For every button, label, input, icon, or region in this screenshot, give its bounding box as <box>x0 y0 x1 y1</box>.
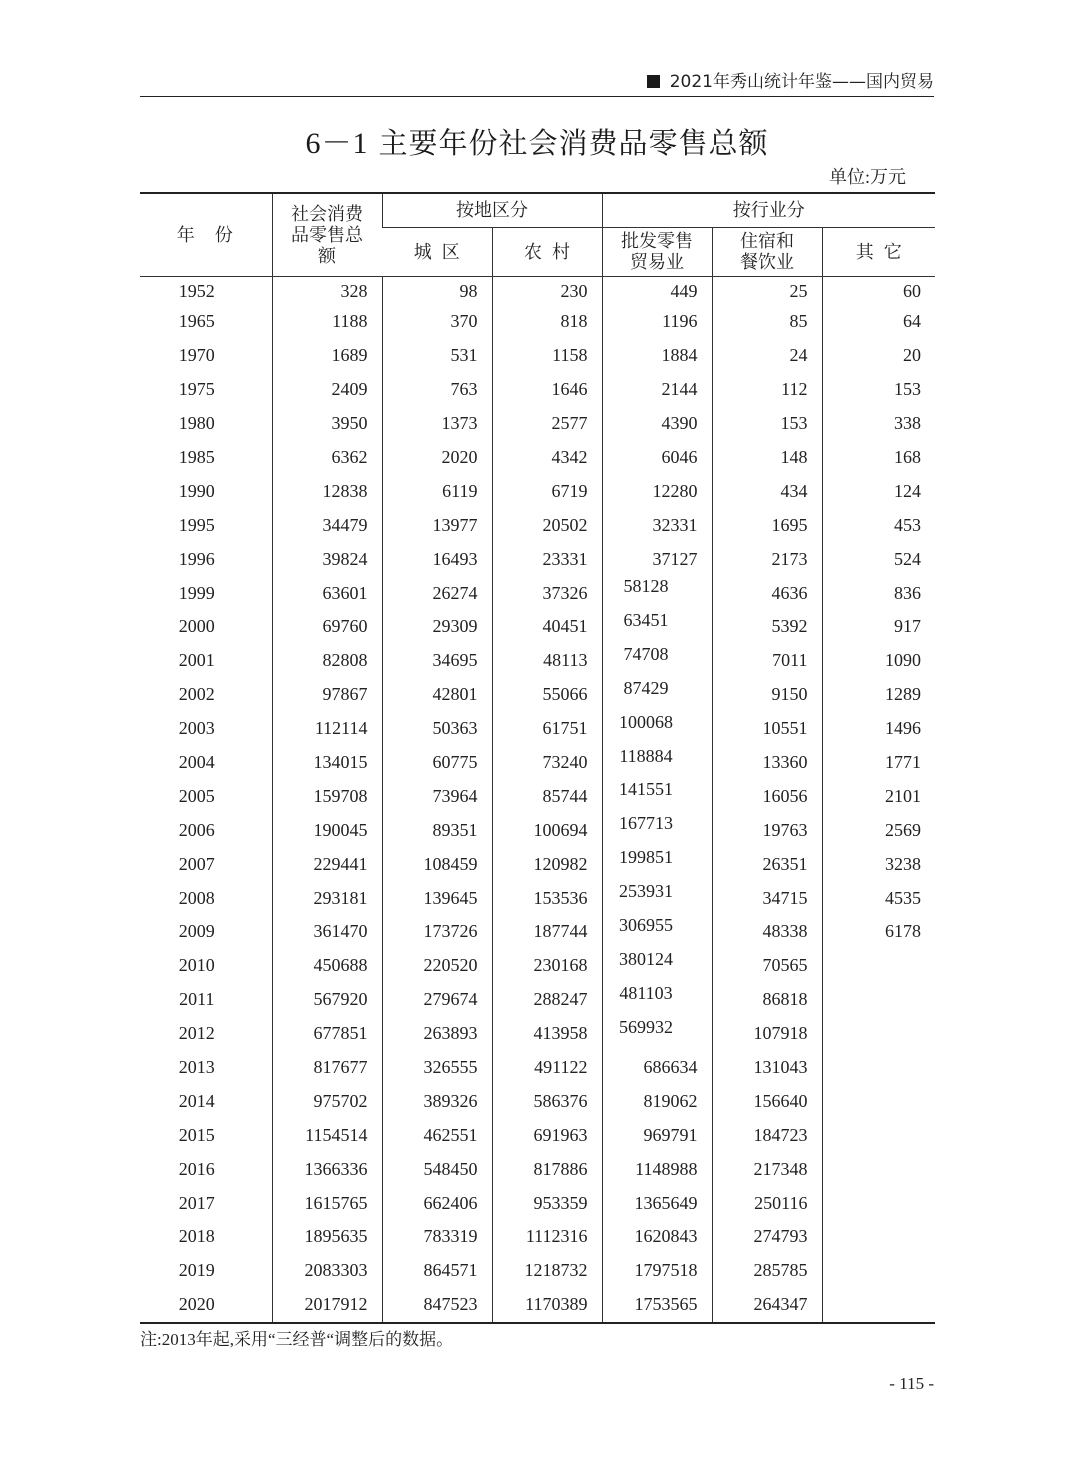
table-row <box>140 277 935 306</box>
cell-total: 1895635 <box>272 1220 382 1254</box>
table-row <box>140 847 935 881</box>
cell-urban: 548450 <box>382 1152 492 1186</box>
table-row <box>140 407 935 441</box>
header-hotel-catering-text: 住宿和餐饮业 <box>740 231 794 272</box>
cell-wholesale-retail: 1196 <box>602 305 712 339</box>
cell-year: 2019 <box>178 1260 215 1281</box>
cell-hotel-catering: 217348 <box>712 1152 822 1186</box>
cell-hotel-catering: 2173 <box>712 542 822 576</box>
table-row <box>140 474 935 508</box>
cell-year: 2020 <box>178 1294 215 1315</box>
cell-other: 1771 <box>822 746 935 780</box>
cell-other: 917 <box>822 610 935 644</box>
cell-year: 1990 <box>178 480 215 501</box>
cell-urban: 389326 <box>382 1084 492 1118</box>
cell-urban: 173726 <box>382 915 492 949</box>
cell-urban: 847523 <box>382 1288 492 1323</box>
cell-hotel-catering: 19763 <box>712 813 822 847</box>
cell-other: 524 <box>822 542 935 576</box>
cell-other <box>822 1017 935 1051</box>
table-row <box>140 644 935 678</box>
cell-urban: 279674 <box>382 983 492 1017</box>
cell-rural: 40451 <box>492 610 602 644</box>
cell-rural: 48113 <box>492 644 602 678</box>
cell-rural: 120982 <box>492 847 602 881</box>
cell-rural: 288247 <box>492 983 602 1017</box>
cell-year: 2002 <box>178 684 215 705</box>
cell-hotel-catering: 85 <box>712 305 822 339</box>
cell-wholesale-retail: 167713 <box>602 813 712 847</box>
cell-year: 2010 <box>178 955 215 976</box>
cell-year: 2000 <box>178 616 215 637</box>
cell-urban: 220520 <box>382 949 492 983</box>
cell-year: 1995 <box>178 514 215 535</box>
header-by-industry: 按行业分 <box>602 193 935 228</box>
cell-wholesale-retail: 141551 <box>602 779 712 813</box>
cell-urban: 50363 <box>382 712 492 746</box>
cell-rural: 586376 <box>492 1084 602 1118</box>
cell-rural: 1158 <box>492 339 602 373</box>
cell-wholesale-retail: 686634 <box>602 1051 712 1085</box>
table-row <box>140 746 935 780</box>
cell-other: 60 <box>822 277 935 306</box>
cell-urban: 864571 <box>382 1254 492 1288</box>
cell-urban: 139645 <box>382 881 492 915</box>
cell-rural: 100694 <box>492 813 602 847</box>
table-row <box>140 813 935 847</box>
cell-urban: 73964 <box>382 779 492 813</box>
cell-wholesale-retail: 87429 <box>602 678 712 712</box>
cell-rural: 1112316 <box>492 1220 602 1254</box>
cell-total: 190045 <box>272 813 382 847</box>
cell-other: 153 <box>822 373 935 407</box>
cell-year: 2014 <box>178 1090 215 1111</box>
table-row <box>140 305 935 339</box>
cell-hotel-catering: 264347 <box>712 1288 822 1323</box>
cell-wholesale-retail: 6046 <box>602 441 712 475</box>
cell-year: 2001 <box>178 650 215 671</box>
table-row <box>140 508 935 542</box>
cell-other: 2569 <box>822 813 935 847</box>
cell-other <box>822 1084 935 1118</box>
cell-hotel-catering: 13360 <box>712 746 822 780</box>
cell-urban: 16493 <box>382 542 492 576</box>
cell-total: 567920 <box>272 983 382 1017</box>
cell-hotel-catering: 148 <box>712 441 822 475</box>
cell-total: 975702 <box>272 1084 382 1118</box>
cell-other: 20 <box>822 339 935 373</box>
cell-year: 2008 <box>178 887 215 908</box>
cell-year: 2013 <box>178 1057 215 1078</box>
cell-other: 2101 <box>822 779 935 813</box>
cell-rural: 817886 <box>492 1152 602 1186</box>
cell-total: 1615765 <box>272 1186 382 1220</box>
cell-hotel-catering: 9150 <box>712 678 822 712</box>
cell-other <box>822 1288 935 1323</box>
cell-wholesale-retail: 1753565 <box>602 1288 712 1323</box>
cell-hotel-catering: 24 <box>712 339 822 373</box>
cell-year: 1996 <box>178 548 215 569</box>
cell-wholesale-retail: 1148988 <box>602 1152 712 1186</box>
cell-rural: 1218732 <box>492 1254 602 1288</box>
cell-year: 2006 <box>178 819 215 840</box>
cell-total: 2083303 <box>272 1254 382 1288</box>
cell-wholesale-retail: 449 <box>602 277 712 306</box>
cell-year: 2017 <box>178 1192 215 1213</box>
cell-rural: 4342 <box>492 441 602 475</box>
cell-year: 1975 <box>178 379 215 400</box>
cell-wholesale-retail: 32331 <box>602 508 712 542</box>
cell-wholesale-retail: 481103 <box>602 983 712 1017</box>
cell-wholesale-retail: 12280 <box>602 474 712 508</box>
cell-total: 1188 <box>272 305 382 339</box>
cell-other: 124 <box>822 474 935 508</box>
header-hotel-catering <box>712 228 822 277</box>
cell-rural: 61751 <box>492 712 602 746</box>
header-urban: 城区 <box>382 228 492 277</box>
table-row <box>140 881 935 915</box>
cell-urban: 1373 <box>382 407 492 441</box>
cell-other: 1289 <box>822 678 935 712</box>
cell-other: 6178 <box>822 915 935 949</box>
cell-rural: 73240 <box>492 746 602 780</box>
cell-other: 836 <box>822 576 935 610</box>
cell-hotel-catering: 16056 <box>712 779 822 813</box>
cell-wholesale-retail: 1365649 <box>602 1186 712 1220</box>
cell-hotel-catering: 25 <box>712 277 822 306</box>
cell-hotel-catering: 131043 <box>712 1051 822 1085</box>
cell-year: 1970 <box>178 345 215 366</box>
cell-total: 2409 <box>272 373 382 407</box>
table-row <box>140 1051 935 1085</box>
table-row <box>140 678 935 712</box>
table-row <box>140 1152 935 1186</box>
cell-rural: 20502 <box>492 508 602 542</box>
cell-urban: 108459 <box>382 847 492 881</box>
table-row <box>140 441 935 475</box>
cell-other: 338 <box>822 407 935 441</box>
table-row <box>140 915 935 949</box>
cell-hotel-catering: 70565 <box>712 949 822 983</box>
header-other: 其它 <box>822 228 935 277</box>
cell-hotel-catering: 7011 <box>712 644 822 678</box>
cell-total: 39824 <box>272 542 382 576</box>
cell-wholesale-retail: 37127 <box>602 542 712 576</box>
cell-rural: 230168 <box>492 949 602 983</box>
cell-urban: 34695 <box>382 644 492 678</box>
cell-other: 453 <box>822 508 935 542</box>
table-row <box>140 949 935 983</box>
cell-hotel-catering: 4636 <box>712 576 822 610</box>
cell-urban: 13977 <box>382 508 492 542</box>
table-body <box>140 277 935 1323</box>
cell-hotel-catering: 434 <box>712 474 822 508</box>
table-row <box>140 983 935 1017</box>
cell-total: 229441 <box>272 847 382 881</box>
table-row <box>140 779 935 813</box>
cell-total: 134015 <box>272 746 382 780</box>
cell-wholesale-retail: 2144 <box>602 373 712 407</box>
cell-total: 328 <box>272 277 382 306</box>
table-number: 6－1 <box>305 127 369 160</box>
header-year: 年份 <box>140 193 272 277</box>
cell-wholesale-retail: 58128 <box>602 576 712 610</box>
cell-hotel-catering: 1695 <box>712 508 822 542</box>
cell-other: 1090 <box>822 644 935 678</box>
cell-wholesale-retail: 4390 <box>602 407 712 441</box>
cell-year: 2016 <box>178 1158 215 1179</box>
table-row <box>140 610 935 644</box>
table-row <box>140 1254 935 1288</box>
cell-year: 2005 <box>178 785 215 806</box>
table-row <box>140 712 935 746</box>
cell-wholesale-retail: 118884 <box>602 746 712 780</box>
cell-total: 1689 <box>272 339 382 373</box>
cell-rural: 1646 <box>492 373 602 407</box>
cell-total: 2017912 <box>272 1288 382 1323</box>
cell-rural: 2577 <box>492 407 602 441</box>
table-title <box>0 118 1074 162</box>
cell-urban: 89351 <box>382 813 492 847</box>
cell-total: 677851 <box>272 1017 382 1051</box>
cell-urban: 2020 <box>382 441 492 475</box>
table-row <box>140 373 935 407</box>
cell-urban: 42801 <box>382 678 492 712</box>
cell-hotel-catering: 112 <box>712 373 822 407</box>
cell-year: 2009 <box>178 921 215 942</box>
cell-wholesale-retail: 100068 <box>602 712 712 746</box>
table-row <box>140 339 935 373</box>
cell-total: 6362 <box>272 441 382 475</box>
cell-wholesale-retail: 819062 <box>602 1084 712 1118</box>
cell-urban: 326555 <box>382 1051 492 1085</box>
cell-total: 159708 <box>272 779 382 813</box>
cell-year: 2012 <box>178 1023 215 1044</box>
cell-total: 361470 <box>272 915 382 949</box>
cell-other <box>822 1220 935 1254</box>
table-title-text: 主要年份社会消费品零售总额 <box>378 126 769 160</box>
cell-hotel-catering: 156640 <box>712 1084 822 1118</box>
cell-rural: 37326 <box>492 576 602 610</box>
cell-total: 293181 <box>272 881 382 915</box>
cell-other <box>822 1152 935 1186</box>
cell-total: 69760 <box>272 610 382 644</box>
cell-year: 1965 <box>178 311 215 332</box>
cell-wholesale-retail: 253931 <box>602 881 712 915</box>
cell-other: 1496 <box>822 712 935 746</box>
cell-rural: 953359 <box>492 1186 602 1220</box>
cell-wholesale-retail: 199851 <box>602 847 712 881</box>
cell-total: 817677 <box>272 1051 382 1085</box>
cell-total: 3950 <box>272 407 382 441</box>
cell-rural: 491122 <box>492 1051 602 1085</box>
cell-rural: 818 <box>492 305 602 339</box>
header-by-region: 按地区分 <box>382 193 602 228</box>
cell-wholesale-retail: 1884 <box>602 339 712 373</box>
cell-year: 1952 <box>178 280 215 301</box>
cell-urban: 370 <box>382 305 492 339</box>
cell-year: 1980 <box>178 413 215 434</box>
cell-rural: 153536 <box>492 881 602 915</box>
footnote: 注:2013年起,采用“三经普“调整后的数据。 <box>140 1330 454 1349</box>
running-header-text: 2021年秀山统计年鉴——国内贸易 <box>669 72 934 92</box>
cell-other <box>822 1186 935 1220</box>
cell-year: 2015 <box>178 1124 215 1145</box>
cell-total: 34479 <box>272 508 382 542</box>
cell-hotel-catering: 107918 <box>712 1017 822 1051</box>
cell-rural: 6719 <box>492 474 602 508</box>
cell-hotel-catering: 86818 <box>712 983 822 1017</box>
cell-wholesale-retail: 306955 <box>602 915 712 949</box>
cell-urban: 763 <box>382 373 492 407</box>
cell-year: 2011 <box>179 989 215 1010</box>
cell-hotel-catering: 26351 <box>712 847 822 881</box>
table-row <box>140 542 935 576</box>
running-header <box>140 70 934 97</box>
table-row <box>140 1220 935 1254</box>
cell-total: 82808 <box>272 644 382 678</box>
cell-other <box>822 1118 935 1152</box>
cell-hotel-catering: 250116 <box>712 1186 822 1220</box>
cell-total: 12838 <box>272 474 382 508</box>
cell-total: 1366336 <box>272 1152 382 1186</box>
cell-hotel-catering: 5392 <box>712 610 822 644</box>
unit-label: 单位:万元 <box>828 167 906 187</box>
retail-sales-table <box>140 192 935 1324</box>
page-number: - 115 - <box>889 1374 934 1393</box>
cell-year: 1999 <box>178 582 215 603</box>
cell-rural: 23331 <box>492 542 602 576</box>
cell-wholesale-retail: 569932 <box>602 1017 712 1051</box>
cell-hotel-catering: 153 <box>712 407 822 441</box>
header-wholesale-retail-text: 批发零售贸易业 <box>621 231 693 272</box>
cell-urban: 29309 <box>382 610 492 644</box>
cell-other <box>822 1051 935 1085</box>
cell-hotel-catering: 274793 <box>712 1220 822 1254</box>
cell-rural: 413958 <box>492 1017 602 1051</box>
cell-year: 1985 <box>178 447 215 467</box>
cell-other <box>822 1254 935 1288</box>
cell-wholesale-retail: 1620843 <box>602 1220 712 1254</box>
cell-year: 2003 <box>178 718 215 739</box>
cell-other: 3238 <box>822 847 935 881</box>
cell-urban: 783319 <box>382 1220 492 1254</box>
cell-other <box>822 983 935 1017</box>
cell-urban: 263893 <box>382 1017 492 1051</box>
cell-rural: 55066 <box>492 678 602 712</box>
cell-hotel-catering: 184723 <box>712 1118 822 1152</box>
cell-year: 2007 <box>178 853 215 874</box>
table-row <box>140 1118 935 1152</box>
cell-total: 450688 <box>272 949 382 983</box>
cell-wholesale-retail: 1797518 <box>602 1254 712 1288</box>
header-wholesale-retail <box>602 228 712 277</box>
cell-total: 112114 <box>272 712 382 746</box>
cell-urban: 531 <box>382 339 492 373</box>
cell-hotel-catering: 10551 <box>712 712 822 746</box>
table-row <box>140 1017 935 1051</box>
cell-urban: 462551 <box>382 1118 492 1152</box>
cell-wholesale-retail: 969791 <box>602 1118 712 1152</box>
cell-total: 1154514 <box>272 1118 382 1152</box>
cell-other: 168 <box>822 441 935 475</box>
header-total-text: 社会消费品零售总额 <box>291 203 363 266</box>
cell-urban: 98 <box>382 277 492 306</box>
table-row <box>140 576 935 610</box>
header-rural: 农村 <box>492 228 602 277</box>
table-row <box>140 1084 935 1118</box>
cell-rural: 85744 <box>492 779 602 813</box>
cell-rural: 230 <box>492 277 602 306</box>
cell-wholesale-retail: 63451 <box>602 610 712 644</box>
cell-urban: 26274 <box>382 576 492 610</box>
cell-year: 2018 <box>178 1226 215 1247</box>
cell-other: 4535 <box>822 881 935 915</box>
cell-total: 63601 <box>272 576 382 610</box>
cell-hotel-catering: 34715 <box>712 881 822 915</box>
cell-urban: 6119 <box>382 474 492 508</box>
cell-other: 64 <box>822 305 935 339</box>
cell-rural: 187744 <box>492 915 602 949</box>
cell-wholesale-retail: 74708 <box>602 644 712 678</box>
cell-rural: 1170389 <box>492 1288 602 1323</box>
cell-year: 2004 <box>178 752 215 773</box>
table-row <box>140 1186 935 1220</box>
cell-urban: 662406 <box>382 1186 492 1220</box>
cell-urban: 60775 <box>382 746 492 780</box>
cell-rural: 691963 <box>492 1118 602 1152</box>
cell-hotel-catering: 285785 <box>712 1254 822 1288</box>
header-total <box>272 193 382 277</box>
cell-hotel-catering: 48338 <box>712 915 822 949</box>
cell-wholesale-retail: 380124 <box>602 949 712 983</box>
table-row <box>140 1288 935 1323</box>
square-bullet-icon <box>647 75 660 88</box>
cell-other <box>822 949 935 983</box>
cell-total: 97867 <box>272 678 382 712</box>
